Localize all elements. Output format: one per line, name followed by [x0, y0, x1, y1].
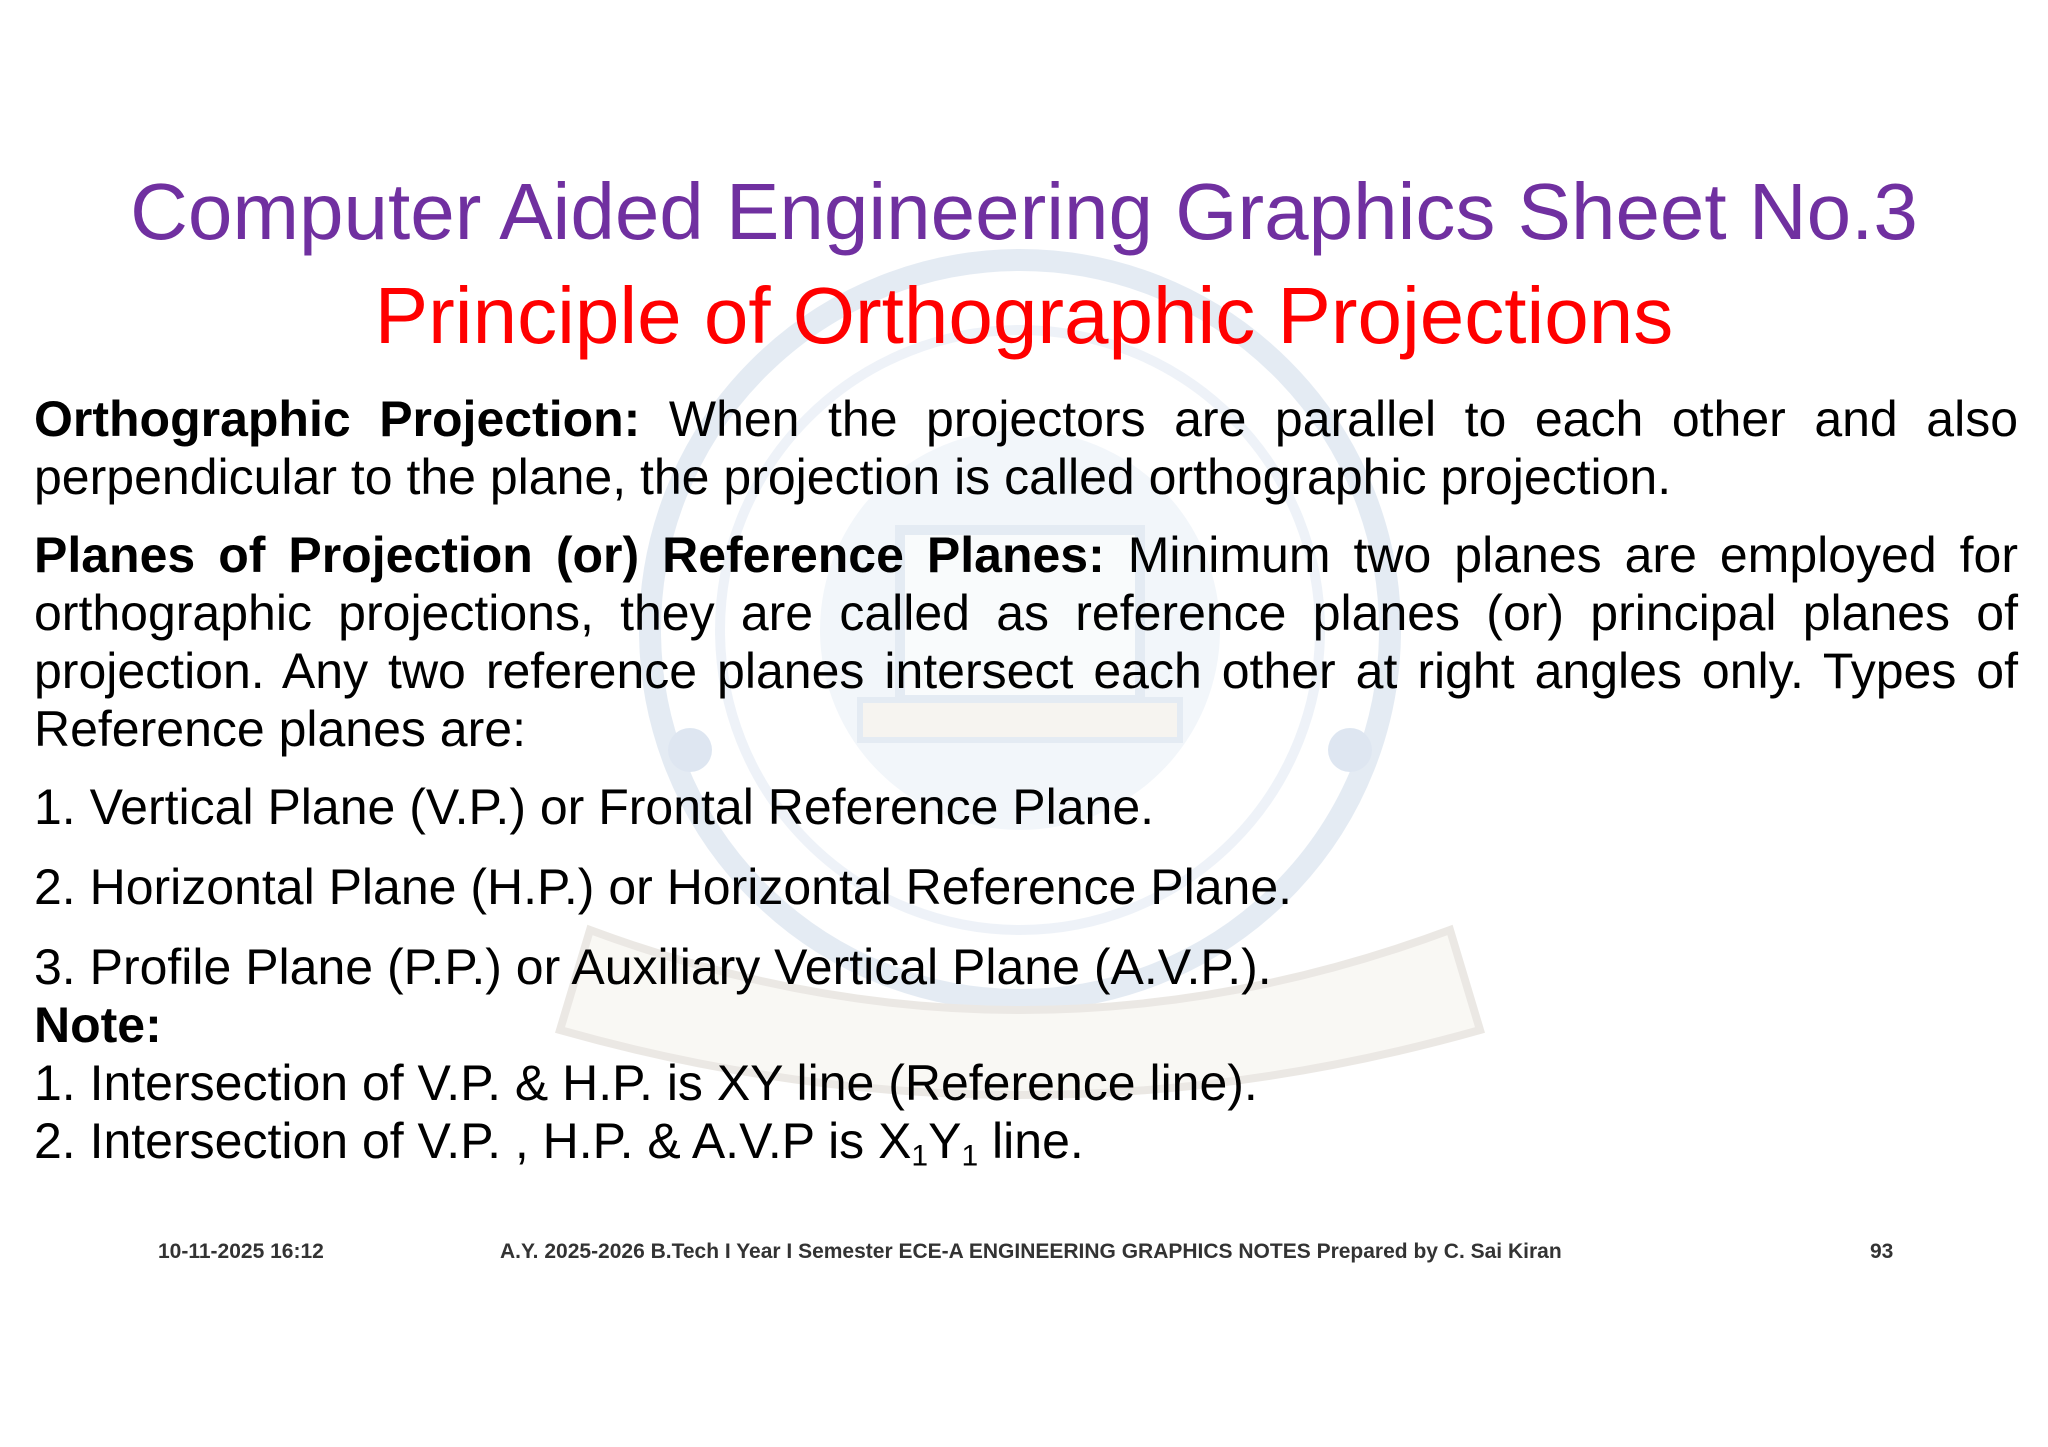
note-item-text: line.: [978, 1113, 1084, 1169]
note-item: 1. Intersection of V.P. & H.P. is XY line (Reference line).: [34, 1055, 1258, 1111]
plane-type-item: 2. Horizontal Plane (H.P.) or Horizontal Reference Plane.: [34, 859, 1293, 915]
planes-text: Minimum two planes are employed for orthographic projections, they are called as reference planes (or) principal planes of projection. Any two reference planes intersect each other at right angles only. Types of Reference planes are:: [34, 527, 2018, 757]
footer-date: 10-11-2025 16:12: [158, 1240, 324, 1263]
note-item-text: 2. Intersection of V.P. , H.P. & A.V.P is X: [34, 1113, 912, 1169]
slide-content: [34, 390, 2018, 1173]
subscript: 1: [961, 1139, 979, 1173]
note-item-text: Y: [928, 1113, 962, 1169]
page-number: 93: [1870, 1240, 1894, 1263]
orthographic-label: Orthographic Projection:: [34, 391, 641, 447]
orthographic-definition: [34, 390, 2018, 506]
orthographic-text: When the projectors are parallel to each other and also perpendicular to the plane, the projection is called orthographic projection.: [34, 391, 2018, 505]
plane-type-item: 1. Vertical Plane (V.P.) or Frontal Reference Plane.: [34, 779, 1155, 835]
planes-label: Planes of Projection (or) Reference Planes:: [34, 527, 1105, 583]
planes-definition: [34, 526, 2018, 758]
note-item: [34, 1112, 2018, 1173]
subscript: 1: [911, 1139, 929, 1173]
footer-course-info: A.Y. 2025-2026 B.Tech I Year I Semester ECE-A ENGINEERING GRAPHICS NOTES Prepared by C. Sai Kiran: [500, 1240, 1562, 1263]
slide-subtitle: Principle of Orthographic Projections: [374, 271, 1674, 360]
note-heading: Note:: [34, 997, 162, 1053]
slide-title: Computer Aided Engineering Graphics Sheet No.3: [130, 167, 1918, 256]
plane-type-item: 3. Profile Plane (P.P.) or Auxiliary Vertical Plane (A.V.P.).: [34, 939, 1272, 995]
